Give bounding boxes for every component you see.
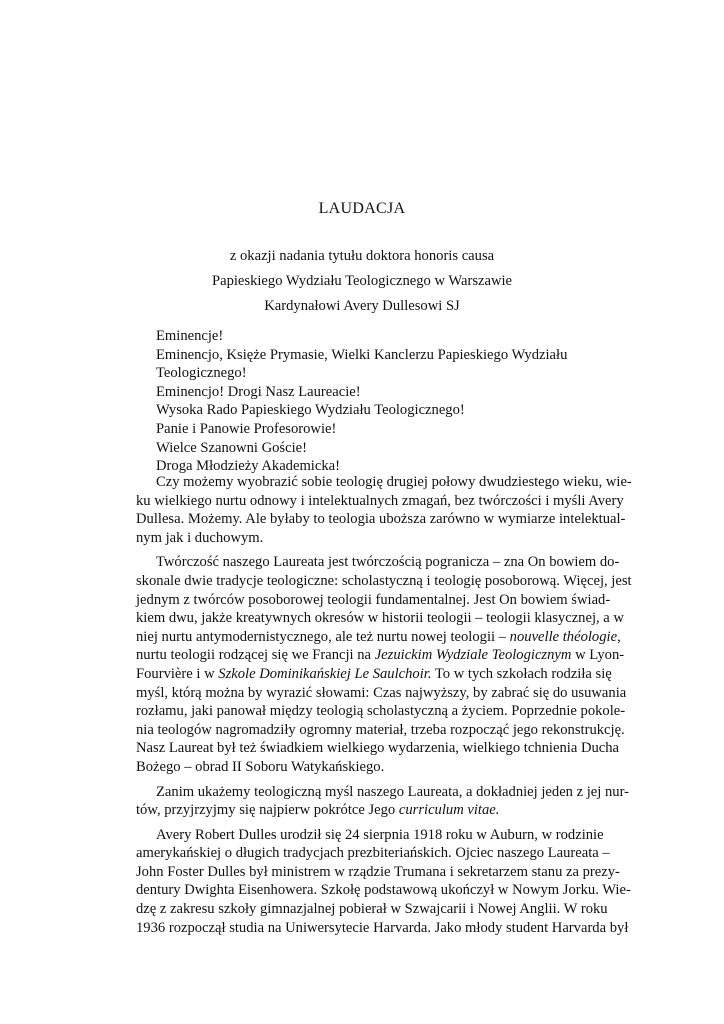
greeting-line: Eminencjo, Księże Prymasie, Wielki Kanclerzu Papieskiego Wydziału xyxy=(156,346,568,363)
text-run: w Lyon- xyxy=(571,647,625,664)
paragraph xyxy=(136,783,629,820)
text-line: John Foster Dulles był ministrem w rządzie Trumana i sekretarzem stanu za prezy- xyxy=(136,863,620,880)
text-line: Zanim ukażemy teologiczną myśl naszego Laureata, a dokładniej jeden z jej nur- xyxy=(156,783,629,800)
text-line: Twórczość naszego Laureata jest twórczością pogranicza – zna On bowiem do- xyxy=(156,554,620,571)
text-line: myśl, którą można by wyrazić słowami: Czas najwyższy, by zabrać się do usuwania xyxy=(136,684,627,701)
text-run: , xyxy=(617,628,621,645)
text-line: Bożego – obrad II Soboru Watykańskiego. xyxy=(136,758,385,775)
text-line: Czy możemy wyobrazić sobie teologię drugiej połowy dwudziestego wieku, wie- xyxy=(156,474,632,490)
italic-term: curriculum vitae. xyxy=(398,802,500,819)
text-line: Avery Robert Dulles urodził się 24 sierpnia 1918 roku w Auburn, w rodzinie xyxy=(156,826,604,843)
text-line xyxy=(136,801,586,820)
document-subtitle xyxy=(0,244,724,319)
greeting-line: Panie i Panowie Profesorowie! xyxy=(156,420,337,437)
greeting-line: Teologicznego! xyxy=(156,365,247,382)
subtitle-line: z okazji nadania tytułu doktora honoris causa xyxy=(229,248,495,264)
italic-term: Jezuickim Wydziale Teologicznym xyxy=(374,647,572,664)
text-run: To w tych szkołach rodziła się xyxy=(431,665,612,682)
italic-term: nouvelle théologie xyxy=(509,628,618,645)
text-run: tów, przyjrzyjmy się najpierw pokrótce Jego xyxy=(136,802,399,819)
text-run: Fourvière i w xyxy=(136,665,219,682)
greeting-line: Droga Młodzieży Akademicka! xyxy=(156,458,340,475)
text-line: ku wielkiego nurtu odnowy i intelektualnych zmagań, bez twórczości i myśli Avery xyxy=(136,492,624,509)
text-run: niej nurtu antymodernistycznego, ale też nurtu nowej teologii – xyxy=(136,628,510,645)
body-text xyxy=(136,473,632,943)
greeting-line: Wielce Szanowni Goście! xyxy=(156,439,307,456)
paragraph xyxy=(136,826,631,938)
text-line xyxy=(136,646,625,665)
text-line: 1936 rozpoczął studia na Uniwersytecie Harvarda. Jako młody student Harvarda był xyxy=(136,919,629,936)
subtitle-line: Papieskiego Wydziału Teologicznego w Warszawie xyxy=(211,273,513,289)
greeting-line: Wysoka Rado Papieskiego Wydziału Teologicznego! xyxy=(156,402,465,419)
text-run: nurtu teologii rodzącej się we Francji na xyxy=(136,647,375,664)
italic-term: Szkole Dominikańskiej Le Saulchoir. xyxy=(218,665,432,682)
text-line xyxy=(136,628,621,647)
text-line: nia teologów nagromadziły ogromny materiał, trzeba rozpocząć jego rekonstrukcję. xyxy=(136,721,625,738)
text-line: rozłamu, jaki panował między teologią scholastyczną a życiem. Poprzednie pokole- xyxy=(136,703,626,720)
text-line: kiem dwu, jakże kreatywnych okresów w historii teologii – teologii klasycznej, a w xyxy=(136,610,624,627)
text-line: Nasz Laureat był też świadkiem wielkiego wydarzenia, wielkiego tchnienia Ducha xyxy=(136,740,620,757)
text-line: dzę z zakresu szkoły gimnazjalnej pobierał w Szwajcarii i Nowej Anglii. W roku xyxy=(136,901,608,918)
greeting-line: Eminencjo! Drogi Nasz Laureacie! xyxy=(156,383,361,400)
text-line: Dullesa. Możemy. Ale byłaby to teologia uboższa zarówno w wymiarze intelektual- xyxy=(136,511,626,528)
text-line xyxy=(136,665,612,684)
text-line: amerykańskiej o długich tradycjach prezbiteriańskich. Ojciec naszego Laureata – xyxy=(136,845,610,862)
greetings-block xyxy=(156,327,606,476)
text-line: jednym z twórców posoborowej teologii fundamentalnej. Jest On bowiem świad- xyxy=(136,591,611,608)
paragraph xyxy=(136,473,632,547)
text-line: nym jak i duchowym. xyxy=(136,529,264,546)
paragraph xyxy=(136,553,632,776)
greeting-line: Eminencje! xyxy=(156,328,224,344)
subtitle-line: Kardynałowi Avery Dullesowi SJ xyxy=(264,298,460,314)
document-title: LAUDACJA xyxy=(318,200,406,217)
text-line: dentury Dwighta Eisenhowera. Szkołę podstawową ukończył w Nowym Jorku. Wie- xyxy=(136,882,631,899)
text-line: skonale dwie tradycje teologiczne: scholastyczną i teologię posoborową. Więcej, jest xyxy=(136,572,632,589)
